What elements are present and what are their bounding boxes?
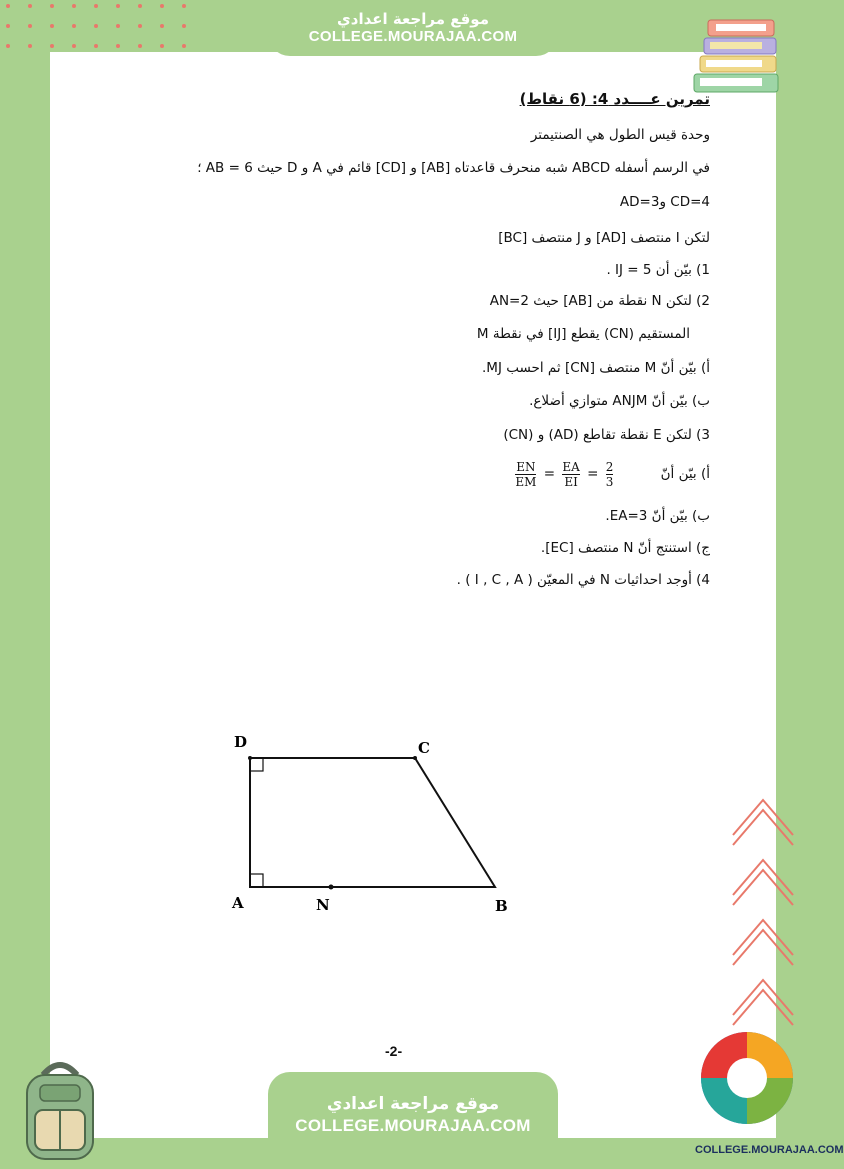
question-2-line: المستقيم (CN) يقطع [IJ] في نقطة M xyxy=(476,326,690,342)
header-banner[interactable] xyxy=(268,0,558,56)
exercise-line-4: لتكن I منتصف [AD] و J منتصف [BC] xyxy=(498,230,710,246)
label-a: A xyxy=(232,894,244,912)
question-3a-label: أ) بيّن أنّ xyxy=(660,466,710,482)
point-d xyxy=(248,756,252,760)
fraction-denominator: 3 xyxy=(605,475,614,489)
right-angle-a xyxy=(250,874,263,887)
page-sheet xyxy=(50,52,776,1138)
question-1: 1) بيّن أن IJ = 5 . xyxy=(606,262,710,278)
question-3b: ب) بيّن أنّ EA=3. xyxy=(605,508,710,524)
fraction-numerator: 2 xyxy=(605,460,614,474)
label-b: B xyxy=(495,897,508,915)
exercise-line-1: وحدة قيس الطول هي الصنتيمتر xyxy=(530,127,710,143)
site-logo-icon[interactable] xyxy=(695,1020,800,1140)
question-2b: ب) بيّن أنّ ANJM متوازي أضلاع. xyxy=(529,393,710,409)
fraction-numerator: EA xyxy=(562,460,580,474)
exercise-line-2: في الرسم أسفله ABCD شبه منحرف قاعدتاه [AB] و [CD] قائم في A و D حيث AB = 6 ؛ xyxy=(197,160,710,176)
header-site-url[interactable]: COLLEGE.MOURAJAA.COM xyxy=(308,28,518,45)
trapezoid-abcd xyxy=(250,758,495,887)
footer-site-arabic: موقع مراجعة اعدادي xyxy=(326,1094,500,1114)
decorative-dots xyxy=(0,0,200,55)
right-angle-d xyxy=(250,758,263,771)
fraction-2-3 xyxy=(606,460,614,489)
backpack-icon xyxy=(5,1055,115,1165)
fraction-equation: $\frac{EN}{EM}$ = $\frac{EA}{EI}$ = $\frac{2}{3}$ xyxy=(515,460,614,489)
footer-logo-text[interactable]: COLLEGE.MOURAJAA.COM xyxy=(695,1144,844,1156)
question-2a: أ) بيّن أنّ M منتصف [CN] ثم احسب MJ. xyxy=(482,360,710,376)
fraction-en-em xyxy=(515,460,536,489)
point-n xyxy=(329,885,334,890)
label-n: N xyxy=(316,896,330,914)
page-number: -2- xyxy=(385,1043,403,1059)
trapezoid-figure xyxy=(220,725,520,925)
fraction-numerator: EN xyxy=(516,460,536,474)
question-4: 4) أوجد احداثيات N في المعيّن ( I , C , A ) . xyxy=(456,572,710,588)
fraction-denominator: EM xyxy=(515,475,537,489)
label-c: C xyxy=(418,739,430,757)
question-3: 3) لتكن E نقطة تقاطع (AD) و (CN) xyxy=(503,427,710,443)
question-2: 2) لتكن N نقطة من [AB] حيث AN=2 xyxy=(489,293,710,309)
exercise-line-3: CD=4 وAD=3 xyxy=(619,194,710,210)
header-site-arabic: موقع مراجعة اعدادي xyxy=(337,10,489,28)
fraction-ea-ei xyxy=(562,460,579,489)
books-icon xyxy=(690,12,790,97)
point-c xyxy=(413,756,417,760)
footer-site-url[interactable]: COLLEGE.MOURAJAA.COM xyxy=(295,1116,531,1135)
fraction-denominator: EI xyxy=(564,475,578,489)
question-3a xyxy=(512,460,710,489)
question-3c: ج) استنتج أنّ N منتصف [EC]. xyxy=(540,540,710,556)
exercise-title: تمرين عــــدد 4: (6 نقاط) xyxy=(519,90,710,108)
chevron-up-decoration-icon xyxy=(728,790,798,1030)
label-d: D xyxy=(234,733,248,751)
footer-banner[interactable] xyxy=(268,1072,558,1169)
